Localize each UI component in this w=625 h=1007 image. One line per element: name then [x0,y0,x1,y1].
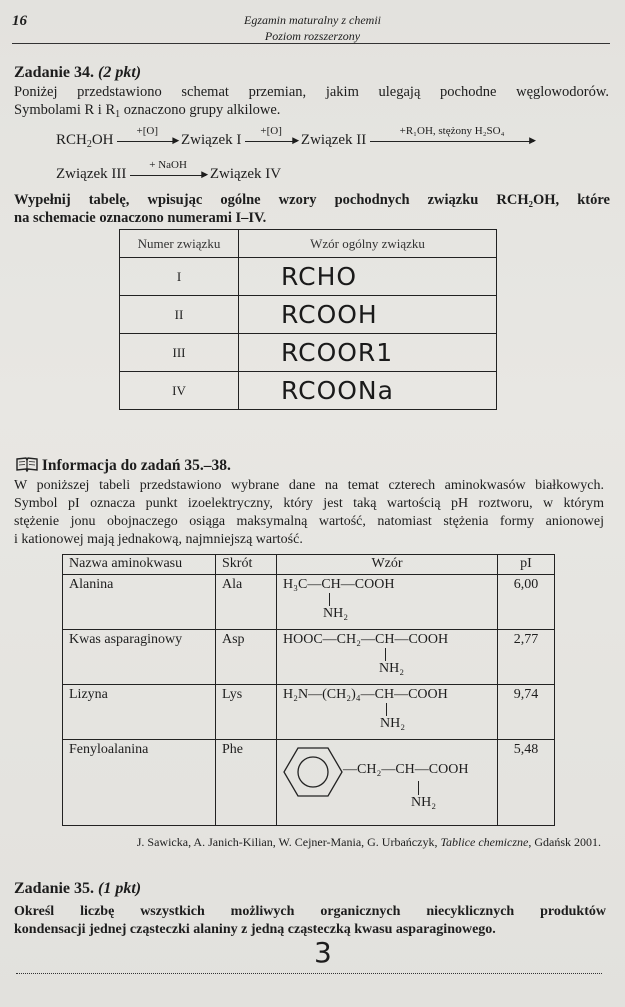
handwritten-answer[interactable]: RCHO [239,258,497,296]
table-row: II RCOOH [120,296,497,334]
reaction-arrow: + NaOH ▶ [130,173,206,176]
reaction-scheme-line2: Związek III + NaOH ▶ Związek IV [56,159,282,182]
table-row: III RCOOR1 [120,334,497,372]
task35-heading: Zadanie 35. (1 pkt) [14,880,142,897]
header-exam-title: Egzamin maturalny z chemii [244,13,381,27]
task34-intro: Poniżej przedstawiono schemat przemian, jakim ulegają pochodne węglowodorów. Symbolami R i $R_1$ oznaczono grupy alkilowe. [14,84,609,120]
table-row: Alanina Ala H₃C—CH—COOH NH₂ 6,00 [63,575,555,630]
amino-acids-table [62,554,555,826]
book-icon [16,457,38,477]
task34-heading: Zadanie 34. (2 pkt) [14,64,142,81]
table-row: IV RCOONa [120,372,497,410]
reaction-arrow: +[O] ▶ [245,139,297,142]
info-heading: Informacja do zadań 35.–38. [16,457,231,477]
col-compound-number: Numer związku [120,230,239,258]
table-header-row [120,230,497,258]
handwritten-answer[interactable]: 3 [314,936,332,969]
info-paragraph: W poniższej tabeli przedstawiono wybrane dane na temat czterech aminokwasów białkowych. Symbol pI oznacza punkt izoelektryczny, który jest taką wartością pH roztworu, w którym stężenie jonu obojnaczego osiąga maksymalną wartość, natomiast stężenia formy anionowej i kationowej mają jednakową, najmniejszą wartość. [14,478,604,547]
task34-instruction: Wypełnij tabelę, wpisując ogólne wzory pochodnych związku RCH₂OH, które na schemacie oznaczono numerami I–IV. [14,192,610,226]
handwritten-answer[interactable]: RCOOH [239,296,497,334]
source-citation: J. Sawicka, A. Janich-Kilian, W. Cejner-Mania, G. Urbańczyk, Tablice chemiczne, Gdańsk 2001. [136,835,601,849]
handwritten-answer[interactable]: RCOOR1 [239,334,497,372]
header-level: Poziom rozszerzony [264,29,361,43]
reaction-arrow: +R₁OH, stężony H₂SO₄ ▶ [370,139,534,142]
page-number: 16 [12,13,27,29]
table-header-row: Nazwa aminokwasu Skrót Wzór pI [63,555,555,575]
alanine-formula: H₃C—CH—COOH NH₂ [277,575,498,630]
col-general-formula: Wzór ogólny związku [239,230,497,258]
table-row: I RCHO [120,258,497,296]
aspartic-acid-formula: HOOC—CH₂—CH—COOH NH₂ [277,630,498,685]
compounds-table [119,229,497,410]
handwritten-answer[interactable]: RCOONa [239,372,497,410]
answer-line[interactable] [16,972,602,974]
task35-question: Określ liczbę wszystkich możliwych organicznych niecyklicznych produktów kondensacji jednej cząsteczki alaniny z jedną cząsteczką kwasu asparaginowego. [14,904,606,937]
table-row: Fenyloalanina Phe —CH₂—CH—COOH NH₂ 5,48 [63,740,555,826]
header-divider [12,43,610,44]
table-row: Lizyna Lys H₂N—(CH₂)₄—CH—COOH NH₂ 9,74 [63,685,555,740]
benzene-ring-icon [283,746,343,798]
table-row: Kwas asparaginowy Asp HOOC—CH₂—CH—COOH NH₂ 2,77 [63,630,555,685]
lysine-formula: H₂N—(CH₂)₄—CH—COOH NH₂ [277,685,498,740]
reaction-scheme-line1: $RCH_2OH$ +[O] ▶ Związek I +[O] ▶ Związek II +R₁OH, stężony H₂SO₄ ▶ [56,125,537,150]
phenylalanine-formula: —CH₂—CH—COOH NH₂ [277,740,498,826]
reaction-arrow: +[O] ▶ [117,139,177,142]
